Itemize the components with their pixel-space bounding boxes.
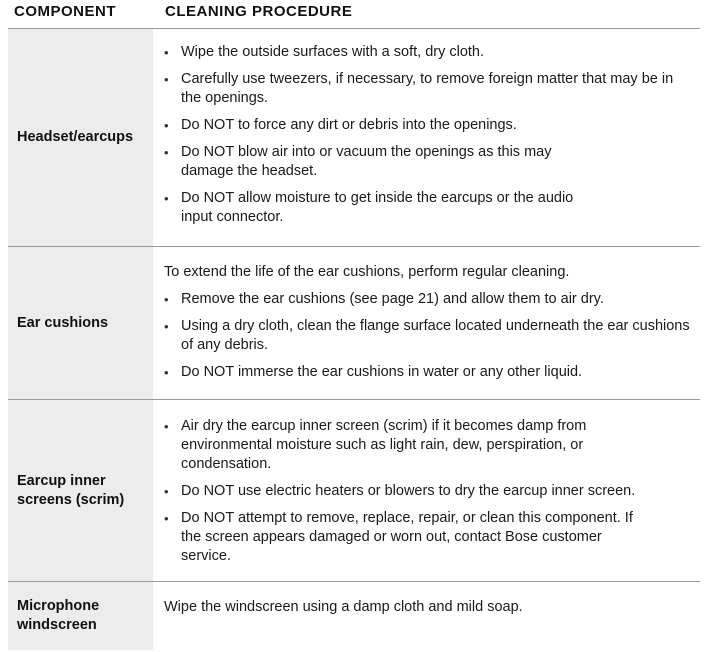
table-row-headset-earcups <box>8 29 700 247</box>
procedure-text: Wipe the outside surfaces with a soft, dry cloth. <box>181 44 485 60</box>
column-header-component: COMPONENT <box>14 3 116 20</box>
component-name: Ear cushions <box>17 314 109 331</box>
procedure-intro: Wipe the windscreen using a damp cloth and mild soap. <box>164 599 523 615</box>
bullet-icon: • <box>164 365 169 380</box>
procedure-bullet <box>163 43 692 62</box>
bullet-icon: • <box>164 145 169 160</box>
procedure-text: Remove the ear cushions (see page 21) and allow them to air dry. <box>181 291 604 307</box>
bullet-icon: • <box>164 319 169 334</box>
procedure-cell <box>153 582 700 650</box>
bullet-icon: • <box>164 484 169 499</box>
procedure-bullet <box>163 290 692 309</box>
procedure-text: Do NOT attempt to remove, replace, repair, or clean this component. If the screen appears damaged or worn out, contact Bose customer service. <box>181 510 633 564</box>
table-row-earcup-inner-screens <box>8 400 700 582</box>
component-cell <box>8 400 153 581</box>
bullet-icon: • <box>164 419 169 434</box>
component-cell <box>8 247 153 399</box>
procedure-text: Do NOT immerse the ear cushions in water or any other liquid. <box>181 364 583 380</box>
component-cell <box>8 582 153 650</box>
procedure-text: Air dry the earcup inner screen (scrim) if it becomes damp from environmental moisture such as light rain, dew, perspiration, or condensation. <box>181 418 587 472</box>
procedure-intro: To extend the life of the ear cushions, perform regular cleaning. <box>164 264 570 280</box>
cleaning-table <box>8 28 700 650</box>
procedure-text: Do NOT blow air into or vacuum the openings as this may damage the headset. <box>181 144 552 179</box>
column-header-procedure: CLEANING PROCEDURE <box>165 3 353 20</box>
procedure-text: Using a dry cloth, clean the flange surface located underneath the ear cushions of any debris. <box>181 318 690 353</box>
component-name: Earcup inner screens (scrim) <box>17 472 125 508</box>
procedure-list <box>163 290 692 382</box>
procedure-text: Do NOT allow moisture to get inside the earcups or the audio input connector. <box>181 190 574 225</box>
procedure-cell <box>153 247 700 399</box>
procedure-bullet <box>163 317 692 355</box>
procedure-bullet <box>163 70 692 108</box>
bullet-icon: • <box>164 292 169 307</box>
bullet-icon: • <box>164 191 169 206</box>
procedure-list <box>163 417 692 566</box>
procedure-bullet <box>163 417 692 474</box>
bullet-icon: • <box>164 118 169 133</box>
procedure-bullet <box>163 116 692 135</box>
procedure-text: Do NOT to force any dirt or debris into the openings. <box>181 117 517 133</box>
component-cell <box>8 29 153 246</box>
bullet-icon: • <box>164 511 169 526</box>
procedure-bullet <box>163 143 692 181</box>
procedure-bullet <box>163 189 692 227</box>
procedure-cell <box>153 29 700 246</box>
procedure-list <box>163 43 692 227</box>
bullet-icon: • <box>164 45 169 60</box>
bullet-icon: • <box>164 72 169 87</box>
procedure-text: Carefully use tweezers, if necessary, to remove foreign matter that may be in the openings. <box>181 71 674 106</box>
component-name: Microphone windscreen <box>17 598 100 633</box>
component-name: Headset/earcups <box>17 129 134 145</box>
procedure-text: Do NOT use electric heaters or blowers to dry the earcup inner screen. <box>181 483 636 499</box>
procedure-bullet <box>163 509 692 566</box>
procedure-bullet <box>163 363 692 382</box>
table-row-ear-cushions <box>8 247 700 400</box>
table-header <box>0 0 716 28</box>
procedure-cell <box>153 400 700 581</box>
table-row-microphone-windscreen <box>8 582 700 650</box>
procedure-bullet <box>163 482 692 501</box>
